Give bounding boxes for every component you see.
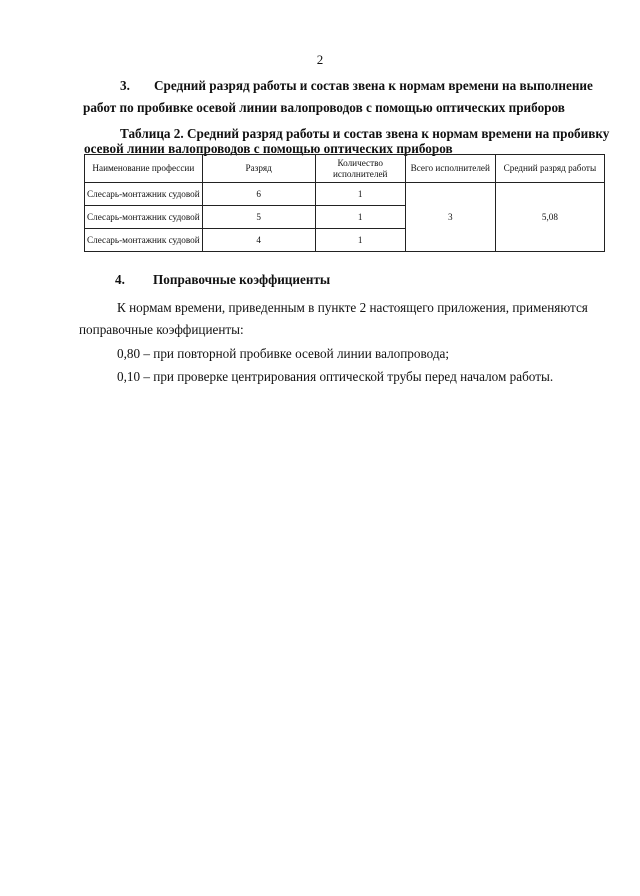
section-4-number: 4. [115,272,125,287]
coefficient-item: 0,80 – при повторной пробивке осевой линии валопровода; [117,346,450,361]
cell-total-workers: 3 [405,183,495,252]
section-4-heading [115,272,330,288]
cell-grade: 4 [202,229,315,252]
cell-profession: Слесарь-монтажник судовой [85,183,203,206]
table-caption-line2: осевой линии валопроводов с помощью оптических приборов [84,141,453,156]
cell-count: 1 [315,229,405,252]
header-total-workers: Всего исполнителей [405,155,495,183]
crew-composition-table [84,154,605,252]
page-number: 2 [316,52,324,67]
header-worker-count: Количество исполнителей [315,155,405,183]
cell-grade: 6 [202,183,315,206]
section-3-number: 3. [120,78,130,93]
section-4-heading-text: Поправочные коэффициенты [153,272,331,287]
cell-grade: 5 [202,206,315,229]
cell-count: 1 [315,206,405,229]
cell-average-grade: 5,08 [495,183,604,252]
section-4-paragraph-line2: поправочные коэффициенты: [79,322,244,337]
header-average-grade: Средний разряд работы [495,155,604,183]
section-3-heading [120,78,593,94]
cell-profession: Слесарь-монтажник судовой [85,206,203,229]
cell-count: 1 [315,183,405,206]
coefficient-item: 0,10 – при проверке центрирования оптической трубы перед началом работы. [117,369,554,384]
section-3-heading-line1: Средний разряд работы и состав звена к нормам времени на выполнение [154,78,593,93]
table-header-row [85,155,605,183]
header-profession: Наименование профессии [85,155,203,183]
section-3-heading-line2: работ по пробивке осевой линии валопроводов с помощью оптических приборов [83,100,565,115]
header-grade: Разряд [202,155,315,183]
cell-profession: Слесарь-монтажник судовой [85,229,203,252]
table-caption-line1: Таблица 2. Средний разряд работы и состав звена к нормам времени на пробивку [120,126,610,141]
table-row [85,183,605,206]
section-4-paragraph-line1: К нормам времени, приведенным в пункте 2 настоящего приложения, применяются [117,300,588,315]
